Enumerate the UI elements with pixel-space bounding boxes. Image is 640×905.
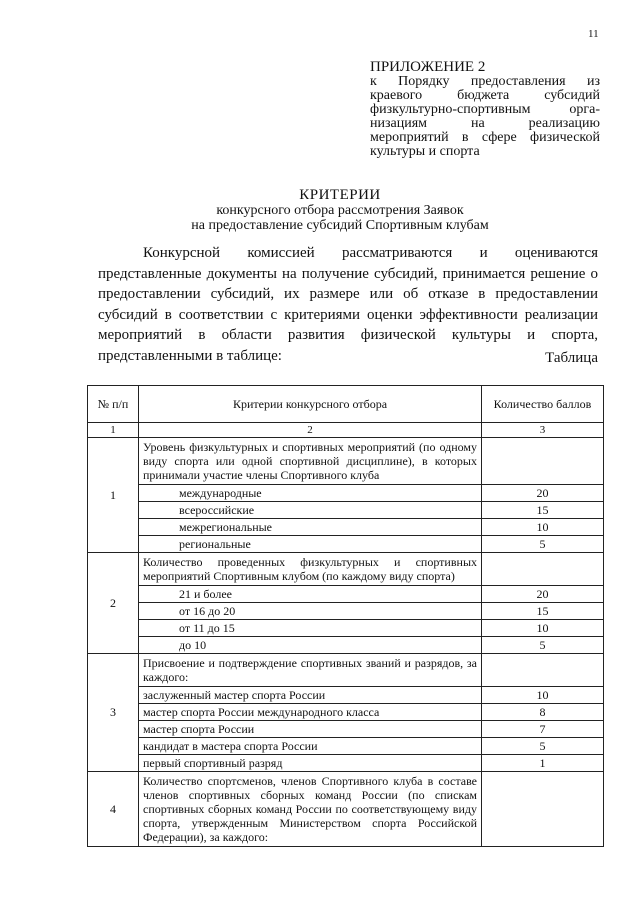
table-row [88, 502, 604, 519]
table-label: Таблица [545, 350, 598, 366]
group-title: Количество спортсменов, членов Спортивного клуба в составе членов спортивных сборных команд России (по спискам спортивных сборных команд России по соответствующему виду спорта, утвержденным Министерством спорта Российской Федерации), за каждого: [139, 772, 482, 847]
header-points: Количество баллов [482, 386, 604, 423]
criterion-label: до 10 [139, 637, 482, 654]
appendix-title: ПРИЛОЖЕНИЕ 2 [370, 59, 486, 75]
row-number: 2 [88, 553, 139, 654]
criterion-points: 15 [482, 603, 604, 620]
page-number: 11 [588, 28, 599, 40]
table-row [88, 536, 604, 553]
criterion-label: мастер спорта России [139, 721, 482, 738]
criterion-label: мастер спорта России международного класса [139, 704, 482, 721]
criteria-subtitle-2: на предоставление субсидий Спортивным клубам [191, 218, 489, 233]
criterion-label: заслуженный мастер спорта России [139, 687, 482, 704]
header-num: № п/п [88, 386, 139, 423]
criterion-points: 5 [482, 738, 604, 755]
appendix-text: к Порядку предоставления из краевого бюджета субсидий физкультурно-спортивным орга-низациям на реализацию мероприятий в сфере физической культуры и спорта [370, 74, 600, 159]
table-row [88, 704, 604, 721]
table-index-row [88, 423, 604, 438]
table-header-row [88, 386, 604, 423]
table-row [88, 553, 604, 586]
criterion-label: первый спортивный разряд [139, 755, 482, 772]
intro-paragraph: Конкурсной комиссией рассматриваются и оцениваются представленные документы на получение субсидий, принимается решение о предоставлении субсидий, их размере или об отказе в предоставлении субсидий в соответствии с критериями оценки эффективности реализации мероприятий в области развития физической культуры и спорта, представленными в таблице: [98, 245, 598, 364]
criterion-points: 1 [482, 755, 604, 772]
table-row [88, 721, 604, 738]
row-number: 3 [88, 654, 139, 772]
criteria-table [87, 385, 604, 847]
criterion-points: 20 [482, 485, 604, 502]
index-cell: 2 [139, 423, 482, 438]
criterion-points: 10 [482, 519, 604, 536]
criterion-points: 10 [482, 687, 604, 704]
index-cell: 1 [88, 423, 139, 438]
criterion-points: 7 [482, 721, 604, 738]
table-row [88, 637, 604, 654]
table-row [88, 485, 604, 502]
criterion-points: 10 [482, 620, 604, 637]
criterion-label: всероссийские [139, 502, 482, 519]
criterion-points: 15 [482, 502, 604, 519]
table-row [88, 519, 604, 536]
criterion-label: международные [139, 485, 482, 502]
group-title: Количество проведенных физкультурных и спортивных мероприятий Спортивным клубом (по каждому виду спорта) [139, 553, 482, 586]
criterion-label: от 11 до 15 [139, 620, 482, 637]
criterion-label: от 16 до 20 [139, 603, 482, 620]
criteria-subtitle-1: конкурсного отбора рассмотрения Заявок [216, 203, 464, 218]
table-row [88, 654, 604, 687]
criterion-points: 5 [482, 637, 604, 654]
row-number: 4 [88, 772, 139, 847]
empty-cell [482, 438, 604, 485]
group-title: Присвоение и подтверждение спортивных званий и разрядов, за каждого: [139, 654, 482, 687]
criterion-label: кандидат в мастера спорта России [139, 738, 482, 755]
table-row [88, 772, 604, 847]
criterion-points: 5 [482, 536, 604, 553]
criteria-heading [60, 188, 620, 233]
empty-cell [482, 654, 604, 687]
index-cell: 3 [482, 423, 604, 438]
table-row [88, 603, 604, 620]
table-row [88, 738, 604, 755]
table-row [88, 438, 604, 485]
criterion-label: 21 и более [139, 586, 482, 603]
appendix-block [370, 60, 600, 159]
empty-cell [482, 553, 604, 586]
criterion-label: межрегиональные [139, 519, 482, 536]
empty-cell [482, 772, 604, 847]
table-row [88, 620, 604, 637]
table-row [88, 687, 604, 704]
table-row [88, 586, 604, 603]
criterion-points: 8 [482, 704, 604, 721]
criterion-points: 20 [482, 586, 604, 603]
header-criteria: Критерии конкурсного отбора [139, 386, 482, 423]
table-row [88, 755, 604, 772]
row-number: 1 [88, 438, 139, 553]
criterion-label: региональные [139, 536, 482, 553]
group-title: Уровень физкультурных и спортивных мероприятий (по одному виду спорта или одной спортивной дисциплине), в которых принимали участие члены Спортивного клуба [139, 438, 482, 485]
criteria-title: КРИТЕРИИ [299, 187, 381, 203]
